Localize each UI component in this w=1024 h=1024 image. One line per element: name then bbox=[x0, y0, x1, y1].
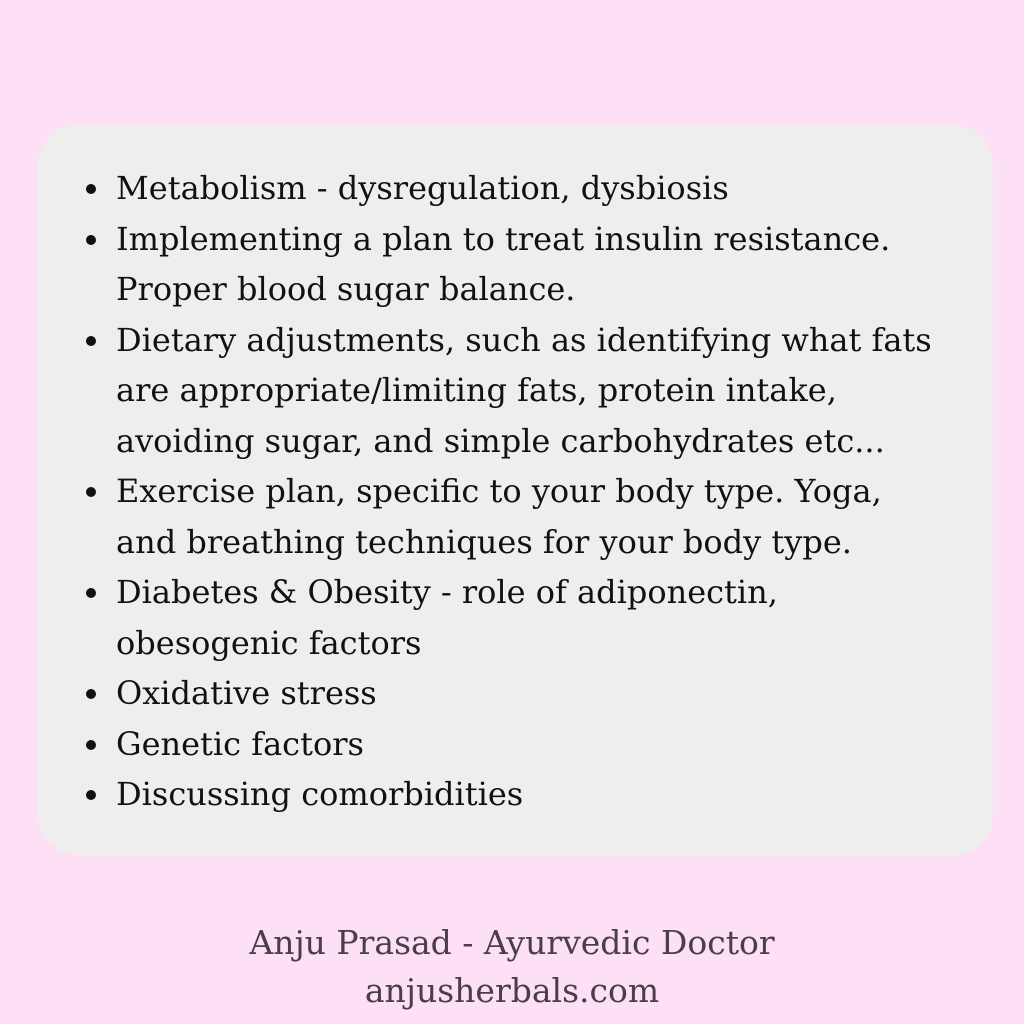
list-item-line: Oxidative stress bbox=[116, 674, 377, 712]
list-item-line: are appropriate/limiting fats, protein intake, bbox=[116, 371, 837, 409]
list-item bbox=[78, 466, 968, 567]
list-item bbox=[78, 163, 968, 214]
list-item-line: and breathing techniques for your body type. bbox=[116, 522, 852, 561]
bullet-icon bbox=[86, 487, 96, 497]
footer-author: Anju Prasad - Ayurvedic Doctor bbox=[249, 923, 775, 962]
topic-list bbox=[78, 163, 968, 820]
list-item-line: Discussing comorbidities bbox=[116, 775, 524, 813]
list-item bbox=[78, 719, 968, 770]
bullet-icon bbox=[86, 336, 96, 346]
list-item bbox=[78, 567, 968, 668]
list-item-line: Exercise plan, specific to your body type. Yoga, bbox=[116, 472, 882, 510]
list-item bbox=[78, 769, 968, 820]
list-item-line: Genetic factors bbox=[116, 724, 364, 763]
list-item-line: avoiding sugar, and simple carbohydrates etc... bbox=[116, 421, 885, 460]
list-item-line: Implementing a plan to treat insulin resistance. bbox=[116, 219, 891, 258]
bullet-icon bbox=[86, 588, 96, 598]
bullet-icon bbox=[86, 790, 96, 800]
list-item-line: Dietary adjustments, such as identifying what fats bbox=[116, 320, 932, 359]
list-item-line: Diabetes & Obesity - role of adiponectin, bbox=[116, 573, 778, 611]
bullet-icon bbox=[86, 740, 96, 750]
list-item-line: Proper blood sugar balance. bbox=[116, 270, 576, 308]
list-item bbox=[78, 214, 968, 315]
footer-website: anjusherbals.com bbox=[364, 971, 660, 1010]
list-item-line: obesogenic factors bbox=[116, 623, 422, 662]
bullet-icon bbox=[86, 184, 96, 194]
bullet-icon bbox=[86, 689, 96, 699]
list-item bbox=[78, 668, 968, 719]
list-item bbox=[78, 315, 968, 467]
list-item-line: Metabolism - dysregulation, dysbiosis bbox=[116, 169, 729, 207]
bullet-icon bbox=[86, 235, 96, 245]
